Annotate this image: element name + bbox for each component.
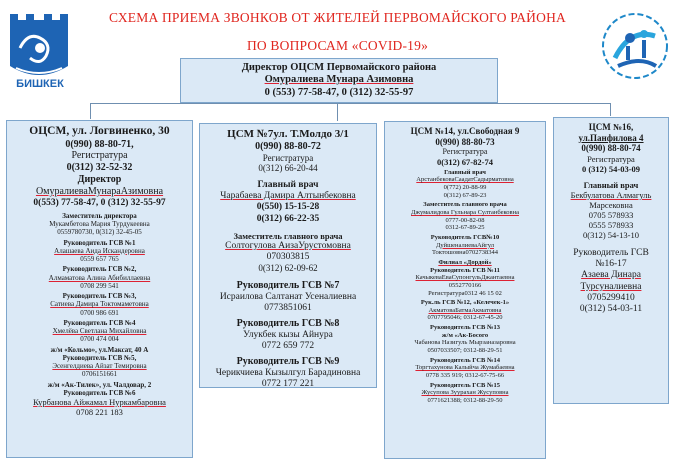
col3-label: Регистратура bbox=[442, 147, 488, 157]
col2-name: Улукбек кызы Айнура bbox=[243, 329, 333, 340]
col3-phone: 0707795046; 0312-67-45-20 bbox=[427, 314, 503, 322]
col3-label: Заместитель главного врача bbox=[423, 201, 507, 209]
director-box bbox=[180, 58, 498, 103]
col1-label: Руководитель ГСВ №2, bbox=[62, 265, 137, 274]
col3-label: Рук.ль ГСВ №12, «Келечек-1» bbox=[420, 299, 510, 307]
col3-label: Главный врач bbox=[444, 168, 486, 176]
col3-label: Руководитель ГСВ №13 bbox=[429, 324, 501, 332]
column-ocsm bbox=[6, 120, 193, 458]
col3-name: КачыкеваЕваСупонгульДжантаевна bbox=[415, 274, 515, 282]
col1-name: Курбанова Айжамал Нуркамбаровна bbox=[33, 397, 166, 407]
col2-phone: 070303815 bbox=[266, 252, 310, 263]
col2-label: Регистратура bbox=[262, 152, 314, 163]
col1-label: Руководитель ГСВ №5, bbox=[62, 353, 137, 362]
col2-phone: 0772 177 221 bbox=[261, 379, 315, 388]
connector-line bbox=[90, 103, 91, 119]
col2-phone: 0(550) 15-15-28 bbox=[256, 202, 320, 213]
col3-phone: 0(312) 67-89-23 bbox=[443, 191, 487, 199]
col2-label: Руководитель ГСВ №7 bbox=[236, 279, 340, 291]
col1-phone: 0708 299 541 bbox=[80, 281, 119, 290]
col1-name: Мукамбетова Мария Турдукеевна bbox=[49, 220, 150, 228]
col3-phone: 0507033507; 0312-88-29-51 bbox=[427, 347, 503, 355]
col3-name: АкматоваБатмаАкматовна bbox=[428, 306, 502, 314]
col3-phone: 0552770166 bbox=[448, 281, 482, 289]
col4-phone: 0(312) 54-03-11 bbox=[579, 303, 643, 314]
col1-phone: 0(553) 77-58-47, 0 (312) 32-55-97 bbox=[33, 197, 166, 208]
bishkek-logo bbox=[6, 8, 72, 94]
col4-label: №16-17 bbox=[595, 259, 627, 270]
page-subtitle: ПО ВОПРОСАМ «COVID-19» bbox=[246, 38, 429, 53]
col3-name: Джумалидова Гульнара Султанбековна bbox=[411, 208, 519, 216]
col1-label: Руководитель ГСВ №4 bbox=[63, 318, 136, 327]
col3-name: Торгтахунова Калыйча Жумабаевна bbox=[415, 364, 515, 372]
column-csm14 bbox=[384, 121, 546, 459]
col4-phone: 0555 578933 bbox=[588, 219, 634, 230]
col3-label: Руководитель ГСВ №15 bbox=[429, 381, 501, 389]
col4-phone: 0(312) 54-13-10 bbox=[583, 229, 639, 240]
col4-name: Бекбулатова Алмагуль bbox=[570, 189, 652, 200]
col2-phone: 0(990) 88-80-72 bbox=[255, 140, 321, 152]
col1-name: Алашаева Аида Искандеровна bbox=[54, 246, 145, 255]
page-title: СХЕМА ПРИЕМА ЗВОНКОВ ОТ ЖИТЕЛЕЙ ПЕРВОМАЙСКОГО РАЙОНА bbox=[109, 10, 566, 25]
col1-label: ж/м «Кольмо», ул.Максат, 40 А bbox=[50, 345, 149, 354]
col1-label: Регистратура bbox=[71, 150, 128, 162]
col2-label: Заместитель главного врача bbox=[233, 230, 343, 241]
col2-name: Солтогулова АизаУрустомовна bbox=[225, 240, 351, 251]
col1-phone: 0700 986 691 bbox=[80, 308, 119, 317]
col2-label: Главный врач bbox=[257, 179, 319, 190]
column-csm16 bbox=[553, 117, 669, 404]
col1-phone: 0559780730, 0(312) 32-45-05 bbox=[57, 228, 142, 237]
col4-name: Азаева Динара bbox=[581, 270, 641, 281]
col2-phone: 0772 659 772 bbox=[261, 341, 315, 352]
col3-header: ЦСМ №14, ул.Свободная 9 bbox=[410, 126, 520, 136]
col3-name: Жусупова Зуурахан Жусуповна bbox=[421, 389, 509, 397]
col2-phone: 0(312) 62-09-62 bbox=[258, 263, 318, 274]
director-phones: 0 (553) 77-58-47, 0 (312) 32-55-97 bbox=[264, 86, 414, 98]
col2-header: ЦСМ №7ул. Т.Молдо 3/1 bbox=[227, 128, 349, 140]
covid-logo bbox=[600, 8, 670, 84]
col1-label: Руководитель ГСВ №6 bbox=[63, 388, 136, 397]
col1-name: Хмелёва Светлана Михайловна bbox=[52, 327, 147, 335]
col4-phone: 0(990) 88-80-74 bbox=[581, 143, 641, 154]
col4-label: Регистратура bbox=[587, 153, 635, 164]
col3-name: АрстанбековаСаадатСадырматовна bbox=[416, 176, 514, 184]
col4-name: Марсековна bbox=[589, 199, 633, 210]
col1-header: ОЦСМ, ул. Логвиненко, 30 bbox=[29, 125, 170, 137]
col1-name: ОмуралиеваМунараАзимовна bbox=[35, 185, 164, 197]
col3-label: Руководитель ГСВ №14 bbox=[429, 356, 501, 364]
col3-label: Руководитель ГСВ№10 bbox=[430, 233, 500, 241]
col1-name: Эсенгелдиева Айзат Темировна bbox=[52, 362, 147, 370]
col1-label: Директор bbox=[77, 173, 122, 185]
connector-line bbox=[90, 103, 610, 104]
col2-label: Руководитель ГСВ №9 bbox=[236, 356, 340, 368]
col1-label: ж/м «Ак-Тилек», ул. Чалдовар, 2 bbox=[47, 380, 152, 389]
col3-phone: 0(990) 88-80-73 bbox=[435, 136, 495, 147]
col4-label: Главный врач bbox=[583, 179, 639, 190]
col1-phone: 0700 474 004 bbox=[80, 335, 119, 344]
col3-label: ж/м «Ак-Босого bbox=[441, 331, 489, 339]
col3-label: Филиал «Дордой» bbox=[438, 258, 492, 266]
col1-phone: 0(990) 88-80-71, bbox=[65, 138, 134, 150]
col1-phone: 0708 221 183 bbox=[76, 407, 123, 418]
col3-name: Чабанова Назигуль Мырзаназаровна bbox=[414, 339, 516, 347]
col2-name: Чарабаева Дамира Алтынбековна bbox=[220, 191, 356, 202]
connector-line bbox=[337, 103, 338, 121]
col4-name: Турсуналиевна bbox=[580, 281, 642, 292]
col4-label: Руководитель ГСВ bbox=[573, 247, 649, 258]
col4-phone: 0705299410 bbox=[587, 292, 635, 303]
column-csm7 bbox=[199, 123, 377, 388]
col4-address: ул.Панфилова 4 bbox=[578, 132, 644, 143]
col2-name: Исраилова Салтанат Усеналиевна bbox=[219, 291, 357, 302]
col1-name: Алмаматова Алина Абибиллаевна bbox=[48, 273, 151, 282]
col1-phone: 0706151661 bbox=[82, 370, 117, 379]
col1-label: Заместитель директора bbox=[62, 211, 137, 220]
col1-label: Руководитель ГСВ №1 bbox=[63, 238, 136, 247]
director-name: Омуралиева Мунара Азимовна bbox=[264, 74, 414, 86]
col3-phone: 0(312) 67-82-74 bbox=[437, 156, 493, 167]
col2-phone: 0(312) 66-20-44 bbox=[258, 163, 318, 174]
col3-phone: 0(772) 20-88-99 bbox=[443, 183, 487, 191]
col4-header: ЦСМ №16, bbox=[588, 122, 634, 132]
col1-name: Сатиева Дамира Токтомаметовна bbox=[50, 300, 149, 309]
col2-phone: 0(312) 66-22-35 bbox=[256, 213, 320, 224]
connector-line bbox=[610, 103, 611, 116]
col3-phone: 0777-00-82-08 bbox=[445, 216, 485, 224]
col3-phone: Регистратура0312 46 15 02 bbox=[428, 289, 502, 297]
col2-name: Черикчиева Кызылгул Барадиновна bbox=[215, 368, 361, 379]
director-title: Директор ОЦСМ Первомайского района bbox=[241, 62, 437, 73]
col3-phone: 0312-67-89-25 bbox=[445, 224, 485, 232]
col4-phone: 0 (312) 54-03-09 bbox=[581, 163, 641, 174]
col3-phone: Токтошовна0702738344 bbox=[432, 249, 498, 257]
col3-name: ДуйшеналиеваАйгул bbox=[436, 241, 494, 249]
col3-phone: 0778 335 919; 0312-67-75-66 bbox=[425, 372, 505, 380]
col4-phone: 0705 578933 bbox=[588, 209, 634, 220]
col2-label: Руководитель ГСВ №8 bbox=[236, 318, 340, 330]
col1-phone: 0(312) 32-52-32 bbox=[66, 162, 133, 174]
col1-label: Руководитель ГСВ №3, bbox=[62, 292, 137, 300]
col1-phone: 0559 657 765 bbox=[80, 255, 119, 263]
col2-phone: 0773851061 bbox=[264, 302, 312, 313]
health-emblem-icon bbox=[600, 8, 670, 84]
col3-label: Руководитель ГСВ №11 bbox=[430, 266, 500, 274]
col3-phone: 0771621388; 0312-88-29-50 bbox=[427, 397, 503, 405]
bishkek-logo-text: БИШКЕК bbox=[16, 78, 64, 90]
